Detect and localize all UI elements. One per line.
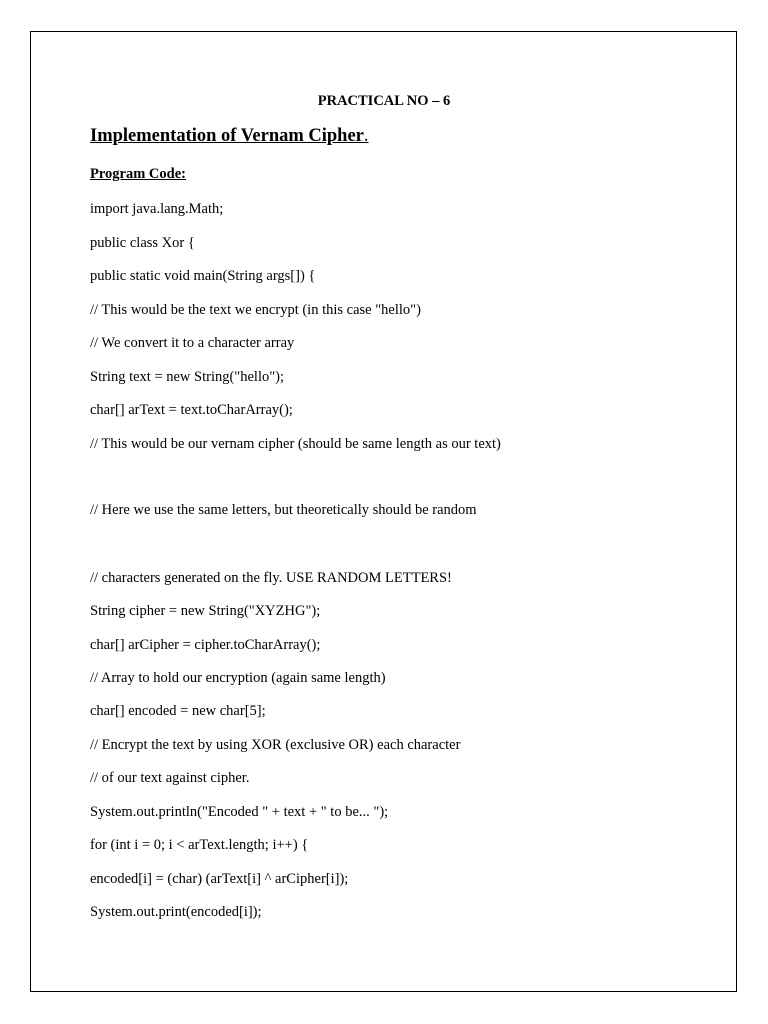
code-line: public class Xor { — [90, 235, 195, 251]
code-line: char[] encoded = new char[5]; — [90, 703, 266, 719]
code-line: // This would be our vernam cipher (should be same length as our text) — [90, 436, 501, 452]
code-line: // of our text against cipher. — [90, 770, 250, 786]
code-line: String text = new String("hello"); — [90, 369, 284, 385]
code-line: public static void main(String args[]) { — [90, 268, 316, 284]
program-code-label: Program Code: — [90, 166, 186, 182]
code-line: encoded[i] = (char) (arText[i] ^ arCipher[i]); — [90, 871, 349, 887]
title-text: Implementation of Vernam Cipher — [90, 126, 364, 146]
code-line: System.out.print(encoded[i]); — [90, 904, 262, 920]
code-line: // We convert it to a character array — [90, 335, 295, 351]
code-line: // This would be the text we encrypt (in this case "hello") — [90, 302, 421, 318]
code-line: for (int i = 0; i < arText.length; i++) { — [90, 837, 309, 853]
code-line: import java.lang.Math; — [90, 201, 224, 217]
code-line: String cipher = new String("XYZHG"); — [90, 603, 321, 619]
title-punctuation: . — [363, 126, 369, 146]
code-line: char[] arText = text.toCharArray(); — [90, 402, 293, 418]
code-line: // Encrypt the text by using XOR (exclusive OR) each character — [90, 737, 461, 753]
practical-heading: PRACTICAL NO – 6 — [317, 93, 451, 109]
code-line: // Array to hold our encryption (again same length) — [90, 670, 386, 686]
page-title — [90, 124, 369, 148]
code-line: char[] arCipher = cipher.toCharArray(); — [90, 637, 321, 653]
code-line: System.out.println("Encoded " + text + " to be... "); — [90, 804, 389, 820]
code-line: // characters generated on the fly. USE RANDOM LETTERS! — [90, 570, 452, 586]
code-line: // Here we use the same letters, but theoretically should be random — [90, 502, 477, 518]
